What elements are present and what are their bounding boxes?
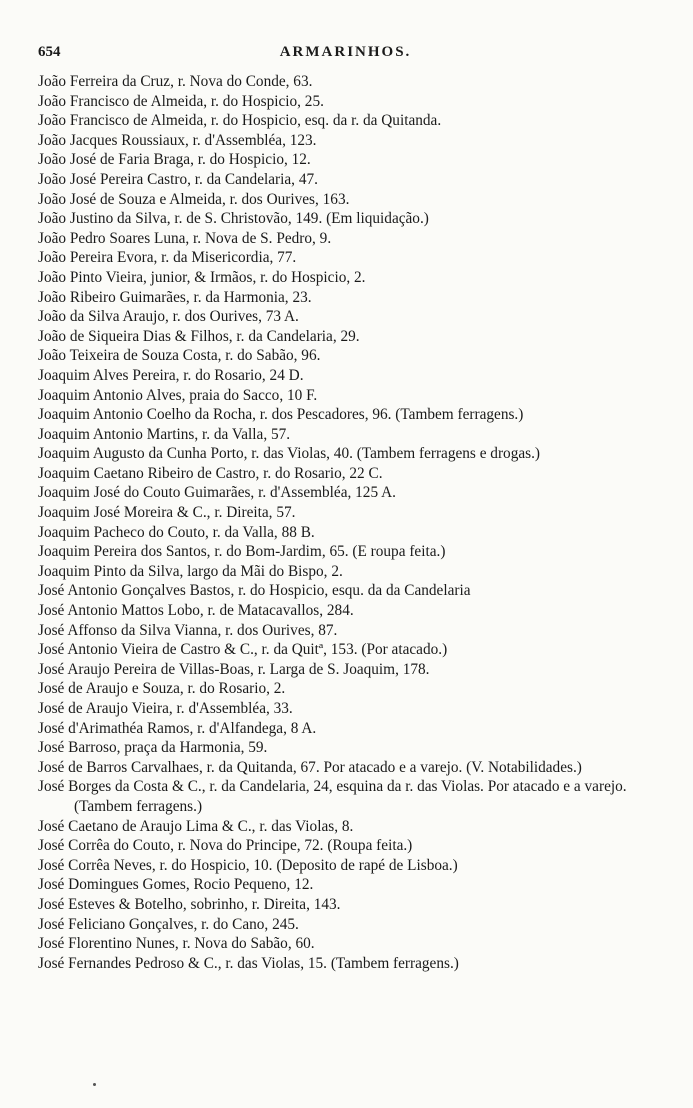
list-item: João Justino da Silva, r. de S. Christovão, 149. (Em liquidação.): [38, 210, 429, 228]
list-item: Joaquim Antonio Alves, praia do Sacco, 10 F.: [38, 386, 318, 404]
list-item: José Esteves & Botelho, sobrinho, r. Direita, 143.: [38, 895, 341, 913]
list-item: João da Silva Araujo, r. dos Ourives, 73 A.: [38, 308, 299, 326]
list-item: João Ferreira da Cruz, r. Nova do Conde, 63.: [38, 73, 313, 90]
list-item: Joaquim Antonio Martins, r. da Valla, 57.: [38, 425, 291, 443]
list-item: João Jacques Roussiaux, r. d'Assembléa, 123.: [38, 131, 317, 149]
list-item: João Pereira Evora, r. da Misericordia, 77.: [38, 249, 297, 267]
list-item: Joaquim Pinto da Silva, largo da Mãi do Bispo, 2.: [38, 562, 343, 580]
list-item: José Antonio Mattos Lobo, r. de Matacavallos, 284.: [38, 602, 354, 620]
list-item: Joaquim Caetano Ribeiro de Castro, r. do Rosario, 22 C.: [38, 464, 383, 482]
list-item: José Domingues Gomes, Rocio Pequeno, 12.: [38, 876, 314, 894]
list-item: João José de Faria Braga, r. do Hospicio, 12.: [38, 151, 311, 169]
list-item: José Barroso, praça da Harmonia, 59.: [38, 739, 268, 757]
list-item: João Teixeira de Souza Costa, r. do Sabão, 96.: [38, 347, 321, 365]
list-item: José Borges da Costa & C., r. da Candelaria, 24, esquina da r. das Violas. Por atacado e a varejo. (Tambem ferragens.): [38, 778, 627, 815]
list-item: João de Siqueira Dias & Filhos, r. da Candelaria, 29.: [38, 327, 360, 345]
list-item: José d'Arimathéa Ramos, r. d'Alfandega, 8 A.: [38, 719, 317, 737]
list-item: José Corrêa do Couto, r. Nova do Principe, 72. (Roupa feita.): [38, 837, 413, 855]
list-item: José Corrêa Neves, r. do Hospicio, 10. (Deposito de rapé de Lisboa.): [38, 856, 458, 874]
entry-list: [38, 72, 659, 973]
list-item: Joaquim Pacheco do Couto, r. da Valla, 88 B.: [38, 523, 315, 541]
list-item: João José de Souza e Almeida, r. dos Ourives, 163.: [38, 190, 350, 208]
list-item: João Pinto Vieira, junior, & Irmãos, r. do Hospicio, 2.: [38, 268, 366, 286]
list-item: José Antonio Vieira de Castro & C., r. da Quitª, 153. (Por atacado.): [38, 641, 448, 659]
list-item: João Francisco de Almeida, r. do Hospicio, esq. da r. da Quitanda.: [38, 112, 442, 130]
list-item: José Antonio Gonçalves Bastos, r. do Hospicio, esqu. da da Candelaria: [38, 582, 471, 600]
list-item: José de Barros Carvalhaes, r. da Quitanda, 67. Por atacado e a varejo. (V. Notabilidades.): [38, 758, 582, 776]
list-item: João Pedro Soares Luna, r. Nova de S. Pedro, 9.: [38, 229, 332, 247]
list-item: Joaquim Alves Pereira, r. do Rosario, 24 D.: [38, 366, 304, 384]
ink-speck: [93, 1083, 96, 1086]
list-item: João José Pereira Castro, r. da Candelaria, 47.: [38, 170, 318, 188]
list-item: José Affonso da Silva Vianna, r. dos Ourives, 87.: [38, 621, 338, 639]
list-item: José Caetano de Araujo Lima & C., r. das Violas, 8.: [38, 817, 354, 835]
list-item: José Araujo Pereira de Villas-Boas, r. Larga de S. Joaquim, 178.: [38, 660, 430, 678]
section-title: ARMARINHOS.: [279, 44, 412, 60]
list-item: Joaquim José Moreira & C., r. Direita, 57.: [38, 504, 296, 522]
page-header: [38, 44, 653, 66]
list-item: José de Araujo Vieira, r. d'Assembléa, 33.: [38, 700, 293, 717]
list-item: José Fernandes Pedroso & C., r. das Violas, 15. (Tambem ferragens.): [38, 954, 459, 972]
list-item: José Feliciano Gonçalves, r. do Cano, 245.: [38, 915, 299, 933]
list-item: Joaquim Antonio Coelho da Rocha, r. dos Pescadores, 96. (Tambem ferragens.): [38, 406, 524, 424]
list-item: José Florentino Nunes, r. Nova do Sabão, 60.: [38, 935, 315, 953]
list-item: Joaquim Augusto da Cunha Porto, r. das Violas, 40. (Tambem ferragens e drogas.): [38, 445, 541, 463]
list-item: Joaquim Pereira dos Santos, r. do Bom-Jardim, 65. (E roupa feita.): [38, 543, 446, 561]
list-item: Joaquim José do Couto Guimarães, r. d'Assembléa, 125 A.: [38, 484, 396, 502]
list-item: João Francisco de Almeida, r. do Hospicio, 25.: [38, 92, 324, 110]
page-number: 654: [38, 44, 61, 60]
list-item: José de Araujo e Souza, r. do Rosario, 2.: [38, 680, 286, 698]
list-item: João Ribeiro Guimarães, r. da Harmonia, 23.: [38, 288, 312, 306]
